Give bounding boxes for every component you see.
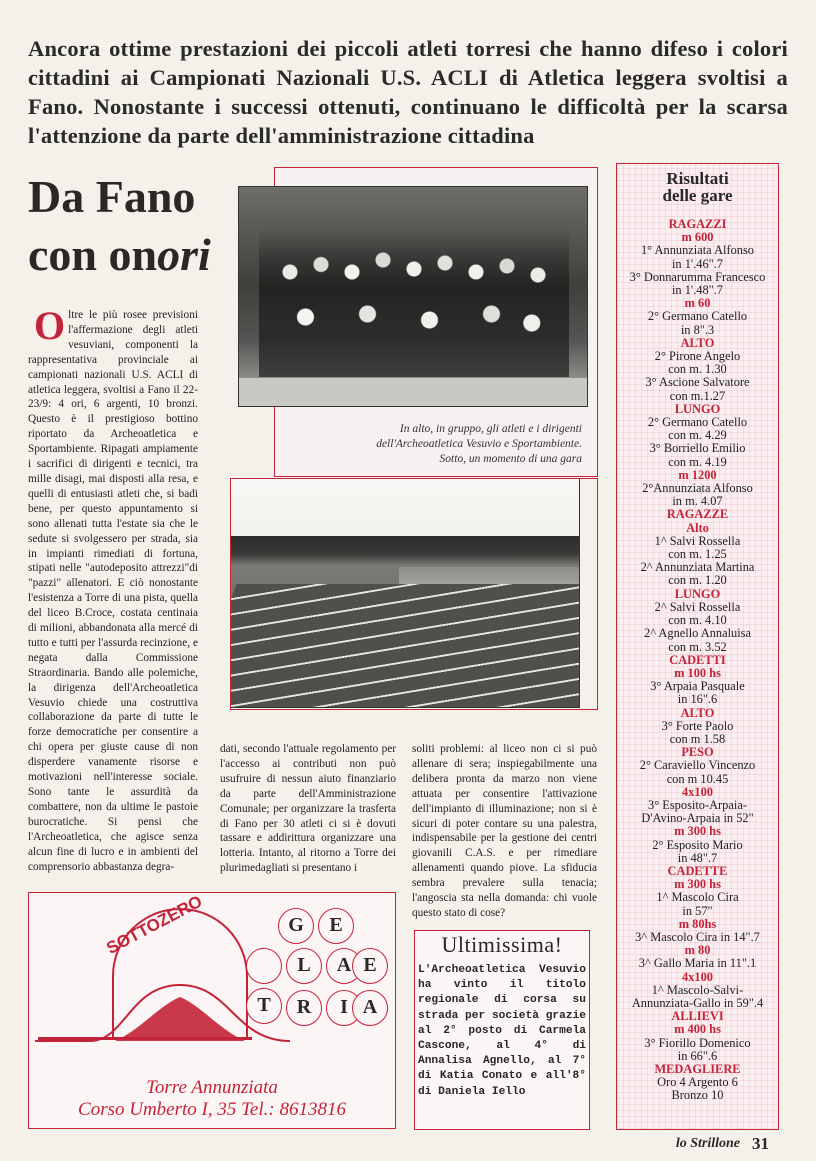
gel-circle-blank: [246, 948, 282, 984]
ad-brand-name: SOTTOZERO: [103, 891, 206, 958]
drop-cap: O: [34, 308, 66, 348]
results-entry: 2° Pirone Angelo: [654, 349, 741, 364]
results-category: PESO: [681, 745, 714, 760]
results-entry: 2^ Annunziata Martina: [640, 560, 755, 575]
results-category: m 300 hs: [674, 824, 721, 839]
results-title-line-2: delle gare: [662, 186, 733, 205]
gel-letter-e: E: [318, 908, 354, 944]
results-entry: in 8".3: [680, 322, 715, 337]
results-category: m 600: [681, 230, 714, 245]
results-entry: Bronzo 10: [671, 1088, 724, 1103]
results-entry: 3° Fiorillo Domenico: [644, 1035, 751, 1050]
results-entry: 2^ Salvi Rossella: [654, 599, 741, 614]
ultimissima-text: L'Archeoatletica Vesuvio ha vinto il titolo regionale di corsa su strada per società grazie al 2° posto di Carmela Cascone, al 4° di Annalisa Agnello, al 7° di Katia Conato e all'8° di Daniela Iello: [418, 964, 586, 1098]
results-entry: 3° Ascione Salvatore: [645, 375, 750, 390]
page-number: 31: [752, 1134, 769, 1153]
article-title: [28, 168, 248, 284]
results-entry: Annunziata-Gallo in 59".4: [631, 995, 764, 1010]
results-title: [616, 170, 779, 204]
group-photo-athletes: [259, 227, 569, 377]
results-entry: 3° Arpaia Pasquale: [650, 679, 745, 694]
article-column-1-text: ltre le più rosee previsioni l'affermazione degli atleti vesuviani, componenti la rappresentativa provinciale ai campionati nazionali U.S. ACLI di atletica leggera, svoltisi a Fano il 22-23/9: 4 ori, 6 argenti, 10 bronzi. Questo è il prestigioso bottino riportato da Archeoatletica e Sportambiente. Ripagati ampiamente i sacrifici di dirigenti e tecnici, tra mille disagi, mai disposti alla resa, e quelli di entusiasti atleti che, si badi bene, per questo appuntamento si sono allenati tutta l'estate sia che le sedute si svolgessero per strada, sia in impianti rimediati di fortuna, stipati nelle "autodeposito attrezzi"di "pazzi" allenatori. E ciò nonostante l'esistenza a Torre di una pista, quella del liceo B.Croce, costata centinaia di milioni, abbandonata alla mercé di tutto e tutti per l'assurda recinzione, e negata dalla Commissione Straordinaria. Bando alle polemiche, la dirigenza dell'Archeoatletica Vesuvio chiede una costruttiva collaborazione da parte di tutte le forze democratiche per consentire a chi opera per giuste cause di non disperdere vanamente risorse e motivazioni nell'interesse sociale. Sono tante le assurdità da combattere, non da ultime le pastoie burocratiche. Si pensi che l'Archeoatletica, che agisce senza alcun fine di lucro e in ambienti del comprensorio abbastanza degra-: [28, 309, 198, 873]
results-category: MEDAGLIERE: [654, 1062, 741, 1076]
results-entry: 1^ Mascolo-Salvi-: [651, 982, 744, 997]
results-category: LUNGO: [674, 401, 721, 416]
group-photo: [238, 186, 588, 407]
results-entry: in 1'.48".7: [671, 283, 723, 298]
results-entry: 2° Caraviello Vincenzo: [639, 758, 756, 773]
article-column-2: dati, secondo l'attuale regolamento per l'accesso ai contributi non può usufruire di nessun aiuto finanziario da parte dell'Amministrazione Comunale; per organizzare la trasferta di Fano per 30 atleti ci si è dovuti tassare e addirittura organizzare una lotteria. Intanto, al ritorno a Torre dei plurimedagliati si presentano i: [220, 743, 396, 875]
results-category: RAGAZZE: [666, 507, 729, 522]
photo-caption-line-2: dell'Archeoatletica Vesuvio e Sportambiente.: [376, 438, 582, 450]
results-entry: 1^ Mascolo Cira: [656, 890, 739, 905]
results-category: CADETTE: [667, 863, 728, 878]
title-line-1: Da Fano: [28, 171, 196, 222]
results-category: 4x100: [682, 784, 713, 799]
gel-letter-l: L: [286, 948, 322, 984]
group-photo-ground: [239, 378, 587, 406]
ad-arch-base: [38, 1037, 252, 1040]
results-entry: in 48".7: [677, 850, 718, 865]
photo-caption: [300, 422, 582, 467]
magazine-name: lo Strillone: [675, 1136, 740, 1151]
results-category: 4x100: [682, 969, 713, 984]
results-category: Alto: [686, 520, 709, 535]
results-entry: in 1'.46".7: [671, 256, 723, 271]
results-entry: con m. 4.19: [668, 454, 727, 469]
gel-letter-g: G: [278, 908, 314, 944]
results-entry: 3^ Mascolo Cira in 14".7: [635, 929, 760, 944]
results-entry: in 16".6: [677, 692, 718, 707]
photo-frame-bottom: [230, 478, 598, 710]
results-entry: con m. 1.20: [668, 573, 727, 588]
results-category: m 80: [684, 943, 711, 958]
results-entry: 3° Borriello Emilio: [649, 441, 746, 456]
title-line-2-regular: con on: [28, 229, 158, 280]
results-entry: Oro 4 Argento 6: [657, 1075, 738, 1090]
results-category: ALLIEVI: [671, 1009, 724, 1024]
results-entry: con m 1.58: [669, 731, 726, 746]
results-entry: 2° Esposito Mario: [652, 837, 743, 852]
results-category: m 100 hs: [674, 665, 721, 680]
gel-letter-a2: A: [352, 990, 388, 1026]
results-category: m 1200: [678, 467, 717, 482]
photo-caption-line-3: Sotto, un momento di una gara: [439, 453, 582, 465]
results-entry: con m. 3.52: [668, 639, 727, 654]
ultimissima-title: Ultimissima!: [441, 932, 563, 957]
results-entry: con m. 4.29: [668, 428, 727, 443]
ad-gelateria-logo: [240, 906, 390, 1032]
results-entry: 3° Donnarumma Francesco: [629, 269, 766, 284]
results-title-line-1: Risultati: [666, 169, 729, 188]
results-category: ALTO: [680, 705, 715, 720]
title-line-2: [28, 226, 248, 284]
results-entry: 3° Forte Paolo: [661, 718, 734, 733]
results-entry: con m 10.45: [666, 771, 729, 786]
results-entry: con m. 1.30: [668, 362, 727, 377]
gel-letter-r: R: [286, 990, 322, 1026]
results-category: LUNGO: [674, 586, 721, 601]
headline: Ancora ottime prestazioni dei piccoli atleti torresi che hanno difeso i colori cittadini ai Campionati Nazionali U.S. ACLI di Atletica leggera svoltisi a Fano. Nonostante i successi ottenuti, continuano le difficoltà per la scarsa l'attenzione da parte dell'amministrazione cittadina: [28, 36, 788, 148]
results-category: m 300 hs: [674, 877, 721, 892]
gel-letter-t: T: [246, 988, 282, 1024]
results-entry: con m. 4.10: [668, 613, 727, 628]
results-entry: 3^ Gallo Maria in 11".1: [638, 956, 757, 971]
results-entry: 1^ Salvi Rossella: [654, 533, 741, 548]
results-category: RAGAZZI: [668, 217, 727, 231]
results-entry: in 57": [682, 903, 713, 918]
results-category: m 400 hs: [674, 1022, 721, 1037]
results-entry: con m.1.27: [669, 388, 726, 403]
results-list: [616, 218, 779, 1103]
results-entry: in 66".6: [677, 1048, 718, 1063]
results-entry: 2°Annunziata Alfonso: [642, 481, 753, 496]
gel-letter-a: A: [326, 948, 362, 984]
results-entry: 1° Annunziata Alfonso: [640, 243, 754, 258]
results-entry: D'Avino-Arpaia in 52": [641, 811, 754, 826]
results-category: CADETTI: [669, 652, 726, 667]
ad-city: Torre Annunziata: [146, 1077, 278, 1098]
gel-letter-i: I: [326, 990, 362, 1026]
photo-caption-line-1: In alto, in gruppo, gli atleti e i dirigenti: [399, 423, 582, 435]
title-line-2-italic: ori: [157, 229, 211, 280]
results-entry: 2° Germano Catello: [647, 309, 748, 324]
results-entry: 3° Esposito-Arpaia-: [648, 797, 747, 812]
article-column-1: [28, 308, 198, 878]
article-column-3: soliti problemi: al liceo non ci si può allenare di sera; inspiegabilmente una delibera pronta da marzo non viene attuata per consentire l'attivazione dell'impianto di illuminazione; non si è sicuri di poter contare su una palestra, indispensabile per la gestione dei centri giovanili C.A.S. e per rimediare allenamenti quando piove. La sfiducia sembra prevalere sulla tenacia; l'angoscia sta nella domanda: chi vuole questo stato di cose?: [412, 743, 597, 919]
results-entry: 2^ Agnello Annaluisa: [644, 626, 751, 641]
results-entry: in m. 4.07: [672, 494, 723, 509]
results-category: ALTO: [680, 335, 715, 350]
gel-letter-e2: E: [352, 948, 388, 984]
results-category: m 80hs: [678, 916, 717, 931]
results-entry: con m. 1.25: [668, 547, 727, 562]
results-category: m 60: [684, 296, 711, 311]
ad-address: Corso Umberto I, 35 Tel.: 8613816: [78, 1099, 346, 1120]
results-entry: 2° Germano Catello: [647, 415, 748, 430]
